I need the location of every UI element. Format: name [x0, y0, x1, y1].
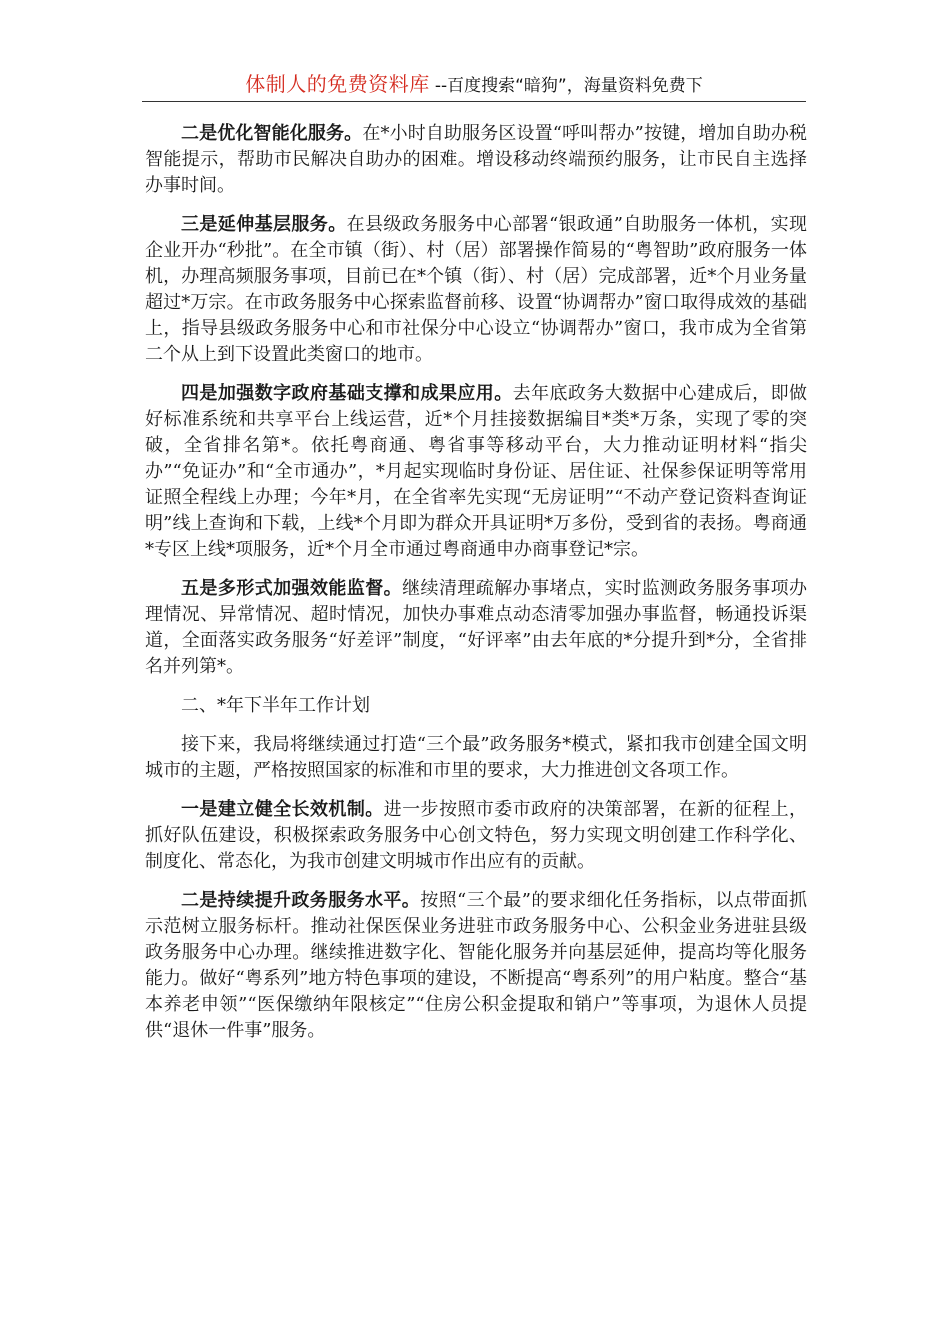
paragraph-lead: 二是持续提升政务服务水平。: [181, 890, 421, 911]
header-subtitle: --百度搜索“暗狗”，海量资料免费下: [434, 76, 703, 96]
paragraph-service-level: [145, 888, 807, 1044]
paragraph-text: 去年底政务大数据中心建成后，即做好标准系统和共享平台上线运营，近*个月挂接数据编目*类*万条，实现了零的突破，全省排名第*。依托粤商通、粤省事等移动平台，大力推动证明材料“指尖办”“免证办”和“全市通办”，*月起实现临时身份证、居住证、社保参保证明等常用证照全程线上办理；今年*月，在全省率先实现“无房证明”“不动产登记资料查询证明”线上查询和下载，上线*个月即为群众开具证明*万多份，受到省的表扬。粤商通*专区上线*项服务，近*个月全市通过粤商通申办商事登记*宗。: [145, 383, 808, 560]
paragraph-extend-grassroots: [145, 212, 807, 368]
paragraph-efficiency-supervision: [145, 576, 807, 680]
paragraph-lead: 一是建立健全长效机制。: [181, 799, 384, 820]
page-header: [142, 68, 806, 102]
document-body: [145, 121, 807, 1057]
header-brand: 体制人的免费资料库: [245, 72, 430, 96]
section-title: 二、*年下半年工作计划: [181, 695, 370, 716]
paragraph-lead: 二是优化智能化服务。: [181, 123, 363, 144]
paragraph-text: 按照“三个最”的要求细化任务指标，以点带面抓示范树立服务标杆。推动社保医保业务进驻市政务服务中心、公积金业务进驻县级政务服务中心办理。继续推进数字化、智能化服务并向基层延伸，提高均等化服务能力。做好“粤系列”地方特色事项的建设，不断提高“粤系列”的用户粘度。整合“基本养老申领”“医保缴纳年限核定”“住房公积金提取和销户”等事项，为退休人员提供“退休一件事”服务。: [145, 890, 808, 1041]
paragraph-lead: 四是加强数字政府基础支撑和成果应用。: [181, 383, 513, 404]
paragraph-text: 继续清理疏解办事堵点，实时监测政务服务事项办理情况、异常情况、超时情况，加快办事难点动态清零加强办事监督，畅通投诉渠道，全面落实政务服务“好差评”制度，“好评率”由去年底的*分提升到*分，全省排名并列第*。: [145, 578, 808, 677]
paragraph-text: 在县级政务服务中心部署“银政通”自助服务一体机，实现企业开办“秒批”。在全市镇（街）、村（居）部署操作简易的“粤智助”政府服务一体机，办理高频服务事项，目前已在*个镇（街）、村（居）完成部署，近*个月业务量超过*万宗。在市政务服务中心探索监督前移、设置“协调帮办”窗口取得成效的基础上，指导县级政务服务中心和市社保分中心设立“协调帮办”窗口，我市成为全省第二个从上到下设置此类窗口的地市。: [145, 214, 808, 365]
paragraph-lead: 三是延伸基层服务。: [181, 214, 347, 235]
paragraph-text: 进一步按照市委市政府的决策部署，在新的征程上，抓好队伍建设，积极探索政务服务中心创文特色，努力实现文明创建工作科学化、制度化、常态化，为我市创建文明城市作出应有的贡献。: [145, 799, 808, 872]
paragraph-lead: 五是多形式加强效能监督。: [181, 578, 403, 599]
paragraph-intro: 接下来，我局将继续通过打造“三个最”政务服务*模式，紧扣我市创建全国文明城市的主题，严格按照国家的标准和市里的要求，大力推进创文各项工作。: [145, 734, 807, 781]
paragraph-digital-government: [145, 381, 807, 563]
paragraph-long-term-mechanism: [145, 797, 807, 875]
paragraph-text: 在*小时自助服务区设置“呼叫帮办”按键，增加自助办税智能提示，帮助市民解决自助办的困难。增设移动终端预约服务，让市民自主选择办事时间。: [145, 123, 807, 196]
paragraph-optimize-smart-service: [145, 121, 807, 199]
